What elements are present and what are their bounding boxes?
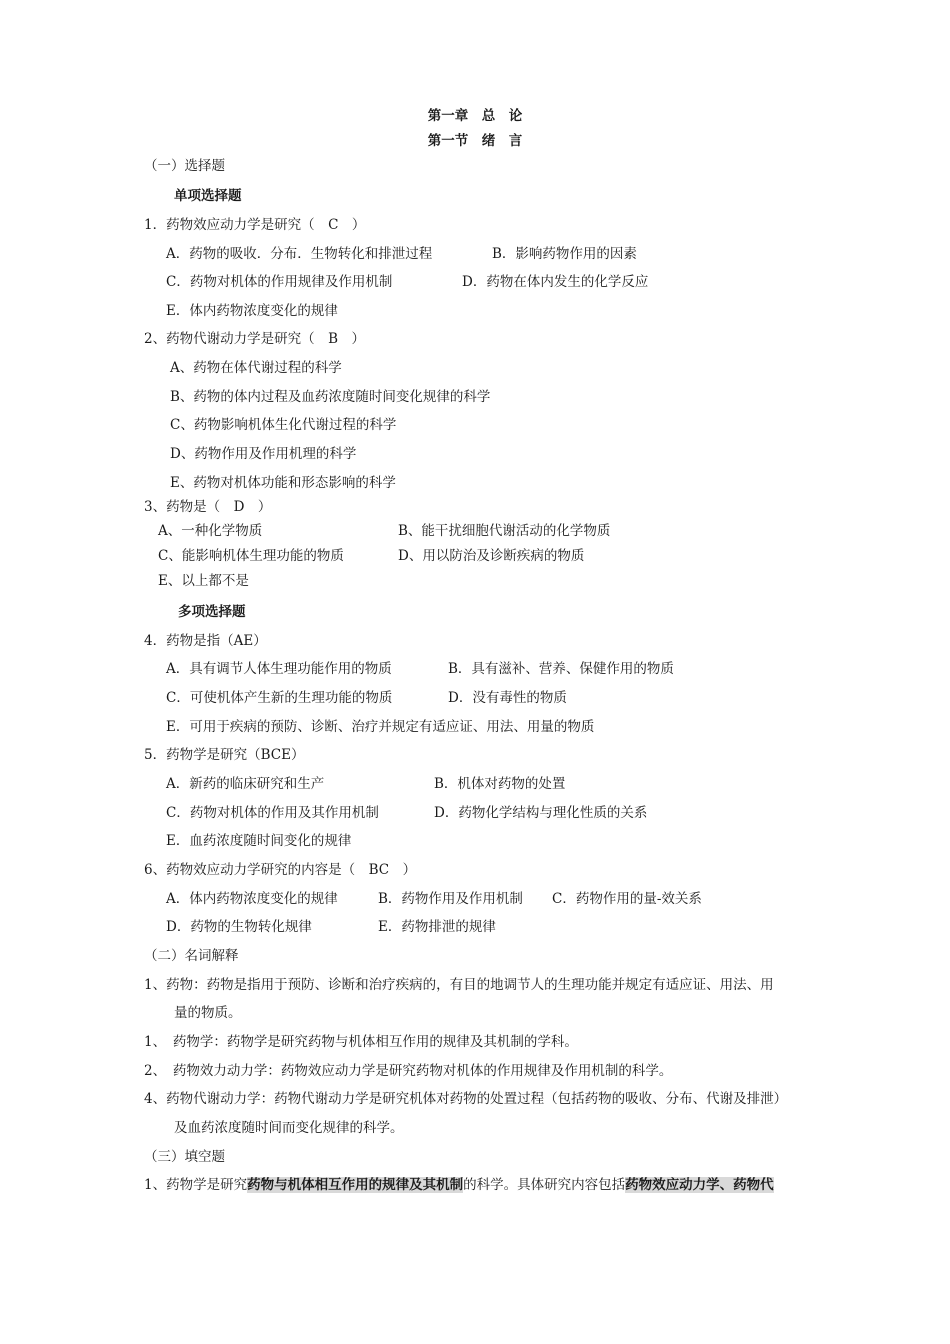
term1-line2: 量的物质。	[174, 1005, 242, 1021]
q5-option-a: A．新药的临床研究和生产	[166, 776, 325, 792]
q1-option-d: D．药物在体内发生的化学反应	[462, 274, 649, 290]
term4-line2: 及血药浓度随时间而变化规律的科学。	[174, 1120, 404, 1136]
section-title: 第一节 绪 言	[427, 133, 523, 149]
chapter-title: 第一章 总 论	[427, 108, 523, 124]
q1-option-b: B．影响药物作用的因素	[492, 246, 637, 262]
q4-option-e: E．可用于疾病的预防、诊断、治疗并规定有适应证、用法、用量的物质	[166, 719, 595, 735]
q5-option-e: E．血药浓度随时间变化的规律	[166, 833, 352, 849]
q4-option-c: C．可使机体产生新的生理功能的物质	[166, 690, 393, 706]
part2-heading: （二）名词解释	[144, 948, 239, 964]
fill1-prefix: 1、药物学是研究	[144, 1177, 248, 1193]
q3-option-a: A、一种化学物质	[158, 523, 263, 539]
fill1	[144, 1176, 774, 1194]
q2-option-e: E、药物对机体功能和形态影响的科学	[170, 475, 396, 491]
term1-line1: 1、药物：药物是指用于预防、诊断和治疗疾病的，有目的地调节人的生理功能并规定有适应证、用法、用	[144, 977, 774, 993]
term4-line1: 4、药物代谢动力学：药物代谢动力学是研究机体对药物的处置过程（包括药物的吸收、分布、代谢及排泄）	[144, 1091, 788, 1107]
part3-heading: （三）填空题	[144, 1149, 225, 1165]
q5-option-b: B．机体对药物的处置	[434, 776, 566, 792]
fill1-middle: 的科学。具体研究内容包括	[463, 1177, 626, 1193]
q3-option-c: C、能影响机体生理功能的物质	[158, 548, 344, 564]
q4-option-b: B．具有滋补、营养、保健作用的物质	[448, 661, 674, 677]
q2-option-d: D、药物作用及作用机理的科学	[170, 446, 357, 462]
q2-option-b: B、药物的体内过程及血药浓度随时间变化规律的科学	[170, 389, 491, 405]
term3: 2、 药物效力动力学：药物效应动力学是研究药物对机体的作用规律及作用机制的科学。	[144, 1063, 673, 1079]
q2-option-a: A、药物在体代谢过程的科学	[170, 360, 342, 376]
q3-option-e: E、以上都不是	[158, 573, 249, 589]
multi-choice-heading: 多项选择题	[178, 604, 246, 620]
q6-stem: 6、药物效应动力学研究的内容是（ BC ）	[144, 862, 417, 878]
q5-stem: 5．药物学是研究（BCE）	[144, 747, 305, 763]
q6-option-b: B．药物作用及作用机制	[378, 891, 523, 907]
q3-stem: 3、药物是（ D ）	[144, 499, 272, 515]
q6-option-d: D．药物的生物转化规律	[166, 919, 312, 935]
q6-option-c: C．药物作用的量-效关系	[552, 891, 702, 907]
q2-stem: 2、药物代谢动力学是研究（ B ）	[144, 331, 366, 347]
q1-option-a: A．药物的吸收．分布．生物转化和排泄过程	[166, 246, 433, 262]
q5-option-d: D．药物化学结构与理化性质的关系	[434, 805, 648, 821]
fill1-answer2: 药物效应动力学、药物代	[625, 1177, 774, 1193]
q4-stem: 4．药物是指（AE）	[144, 633, 267, 649]
fill1-answer1: 药物与机体相互作用的规律及其机制	[247, 1177, 464, 1193]
q6-option-a: A．体内药物浓度变化的规律	[166, 891, 338, 907]
single-choice-heading: 单项选择题	[174, 188, 242, 204]
part1-heading: （一）选择题	[144, 158, 225, 174]
q3-option-d: D、用以防治及诊断疾病的物质	[398, 548, 585, 564]
q4-option-a: A．具有调节人体生理功能作用的物质	[166, 661, 392, 677]
q6-option-e: E．药物排泄的规律	[378, 919, 496, 935]
q1-stem: 1．药物效应动力学是研究（ C ）	[144, 217, 366, 233]
q2-option-c: C、药物影响机体生化代谢过程的科学	[170, 417, 397, 433]
q3-option-b: B、能干扰细胞代谢活动的化学物质	[398, 523, 611, 539]
q1-option-e: E．体内药物浓度变化的规律	[166, 303, 338, 319]
q4-option-d: D．没有毒性的物质	[448, 690, 567, 706]
q5-option-c: C．药物对机体的作用及其作用机制	[166, 805, 379, 821]
term2: 1、 药物学：药物学是研究药物与机体相互作用的规律及其机制的学科。	[144, 1034, 578, 1050]
q1-option-c: C．药物对机体的作用规律及作用机制	[166, 274, 393, 290]
